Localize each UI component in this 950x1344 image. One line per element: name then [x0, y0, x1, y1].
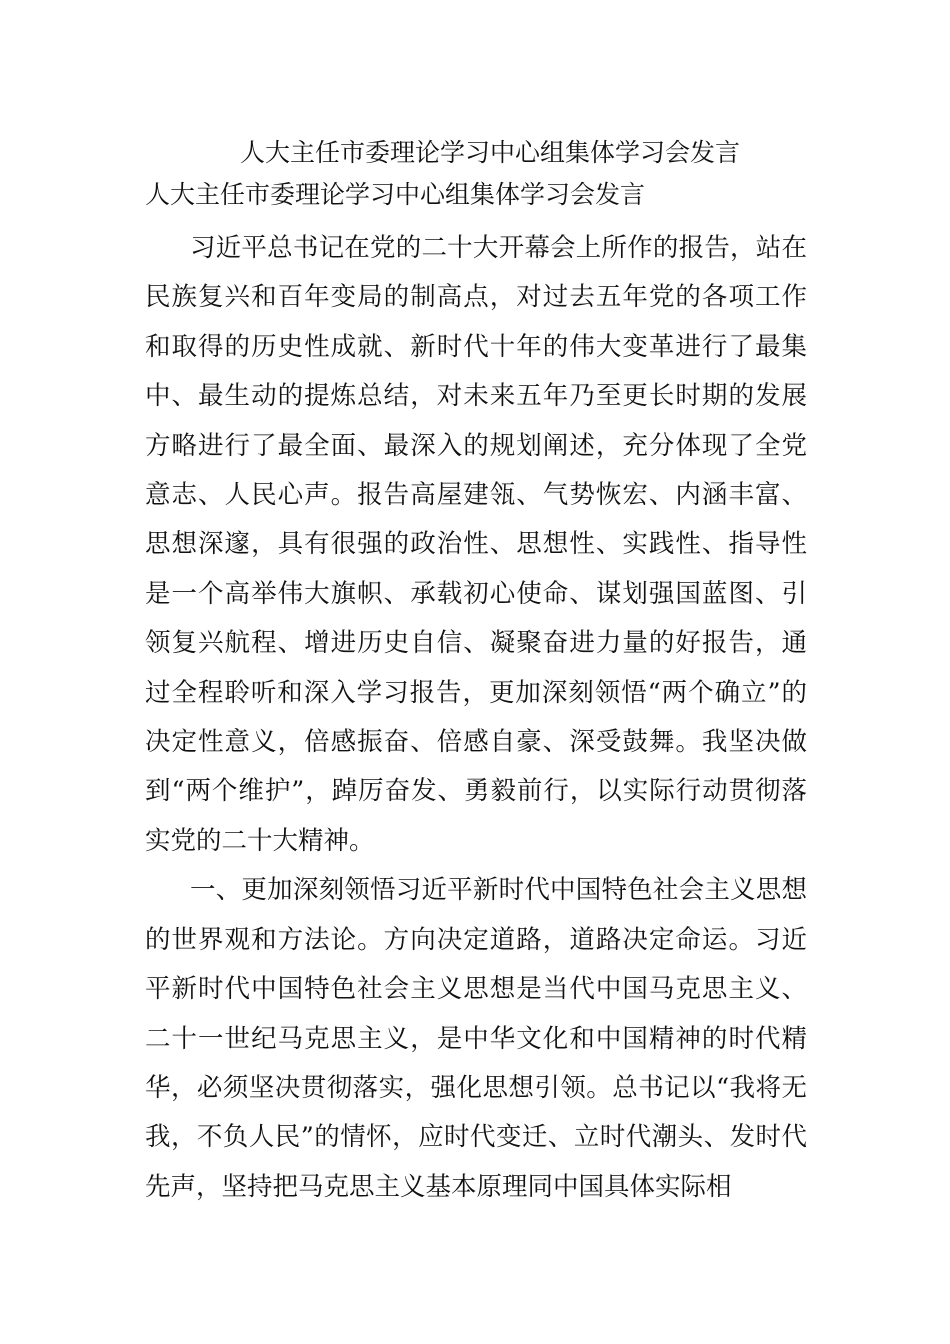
document-title: 人大主任市委理论学习中心组集体学习会发言 [239, 138, 740, 167]
body-paragraph-1: 习近平总书记在党的二十大开幕会上所作的报告，站在民族复兴和百年变局的制高点，对过去五年党的各项工作和取得的历史性成就、新时代十年的伟大变革进行了最集中、最生动的提炼总结，对未来五年乃至更长时期的发展方略进行了最全面、最深入的规划阐述，充分体现了全党意志、人民心声。报告高屋建瓴、气势恢宏、内涵丰富、思想深邃，具有很强的政治性、思想性、实践性、指导性是一个高举伟大旗帜、承载初心使命、谋划强国蓝图、引领复兴航程、增进历史自信、凝聚奋进力量的好报告，通过全程聆听和深入学习报告，更加深刻领悟“两个确立”的决定性意义，倍感振奋、倍感自豪、深受鼓舞。我坚决做到“两个维护”，踔厉奋发、勇毅前行，以实际行动贯彻落实党的二十大精神。 [145, 233, 807, 856]
document-page [145, 132, 807, 1212]
body-paragraph-2: 一、更加深刻领悟习近平新时代中国特色社会主义思想的世界观和方法论。方向决定道路，道路决定命运。习近平新时代中国特色社会主义思想是当代中国马克思主义、二十一世纪马克思主义，是中华文化和中国精神的时代精华，必须坚决贯彻落实，强化思想引领。总书记以“我将无我，不负人民”的情怀，应时代变迁、立时代潮头、发时代先声，坚持把马克思主义基本原理同中国具体实际相 [145, 875, 807, 1202]
document-subtitle: 人大主任市委理论学习中心组集体学习会发言 [145, 180, 646, 209]
